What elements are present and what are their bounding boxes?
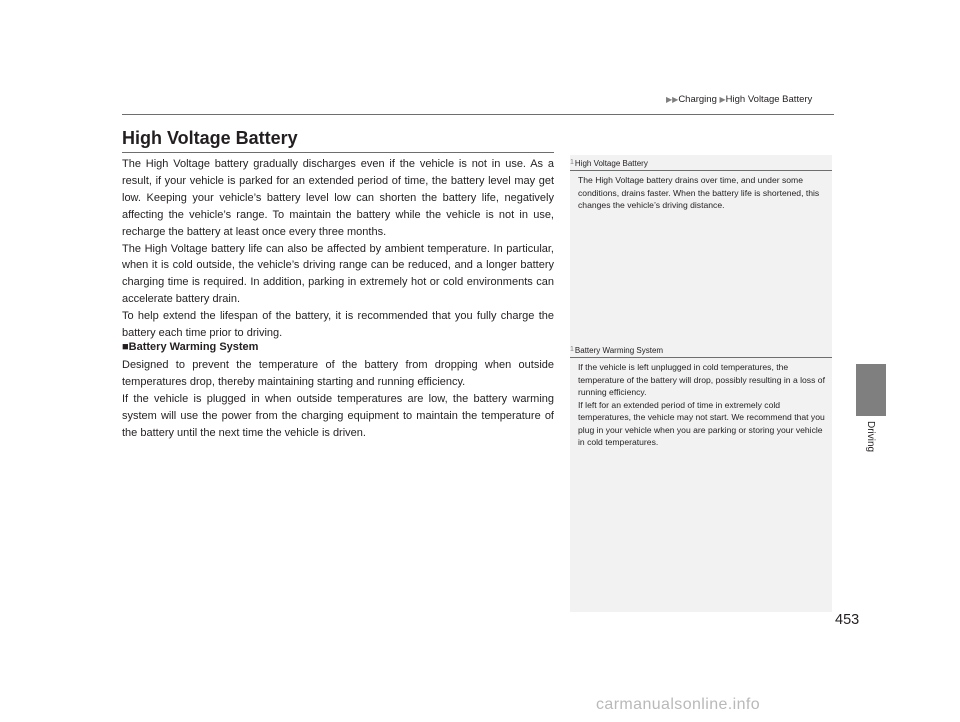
paragraph-temperature-effect: The High Voltage battery life can also be affected by ambient temperature. In particular, when it is cold outside, the vehicle’s driving range can be reduced, and a longer battery charging time is required. In addition, parking in extremely hot or cold environments can accelerate battery drain. (122, 242, 554, 306)
section-tab[interactable] (856, 364, 886, 416)
main-text (122, 156, 554, 342)
note-heading-battery-warming: 1Battery Warming System (570, 346, 664, 355)
note-ref-icon: 1 (570, 346, 574, 353)
note-divider (570, 170, 832, 171)
paragraph-warming-plugged: If the vehicle is plugged in when outside temperatures are low, the battery warming system will use the power from the charging equipment to maintain the temperature of the battery until the next time the vehicle is driven. (122, 392, 554, 439)
page-title: High Voltage Battery (122, 128, 298, 148)
breadcrumb-arrow-icon: ▶ (719, 95, 726, 104)
square-bullet-icon: ■ (122, 341, 129, 353)
page-number: 453 (835, 612, 860, 628)
note-ref-icon: 1 (570, 159, 574, 166)
note-text-high-voltage-battery: The High Voltage battery drains over time, and under some conditions, drains faster. When the battery life is shortened, this changes the vehicle’s driving distance. (578, 175, 820, 210)
watermark: carmanualsonline.info (596, 696, 761, 713)
battery-warming-heading: ■Battery Warming System (122, 341, 259, 353)
warming-text (122, 357, 554, 442)
header-divider (122, 114, 834, 115)
note-divider (570, 357, 832, 358)
note-text-battery-warming: If the vehicle is left unplugged in cold temperatures, the temperature of the battery will drop, possibly resulting in a loss of running efficiency. If left for an extended period of time in extremely cold temperatures, the vehicle may not start. We recommend that you plug in your vehicle when you are parking or storing your vehicle in cold temperatures. (578, 362, 825, 447)
title-divider (122, 152, 554, 153)
breadcrumb-charging[interactable]: Charging (678, 94, 717, 105)
note-heading-high-voltage-battery: 1High Voltage Battery (570, 159, 648, 168)
section-label-driving: Driving (865, 421, 876, 453)
breadcrumb-high-voltage-battery[interactable]: High Voltage Battery (725, 94, 813, 105)
paragraph-battery-discharge: The High Voltage battery gradually discharges even if the vehicle is not in use. As a result, if your vehicle is parked for an extended period of time, the battery level may get low. Keeping your vehicle’s battery level low can shorten the battery life, negatively affecting the vehicle’s range. To maintain the battery while the vehicle is not in use, recharge the battery at least once every three months. (122, 158, 554, 238)
breadcrumb (666, 94, 812, 105)
breadcrumb-arrow-icon: ▶▶ (666, 95, 679, 104)
paragraph-warming-purpose: Designed to prevent the temperature of the battery from dropping when outside temperatures drop, thereby maintaining starting and running efficiency. (122, 359, 554, 388)
paragraph-full-charge: To help extend the lifespan of the battery, it is recommended that you fully charge the battery each time prior to driving. (122, 310, 554, 340)
